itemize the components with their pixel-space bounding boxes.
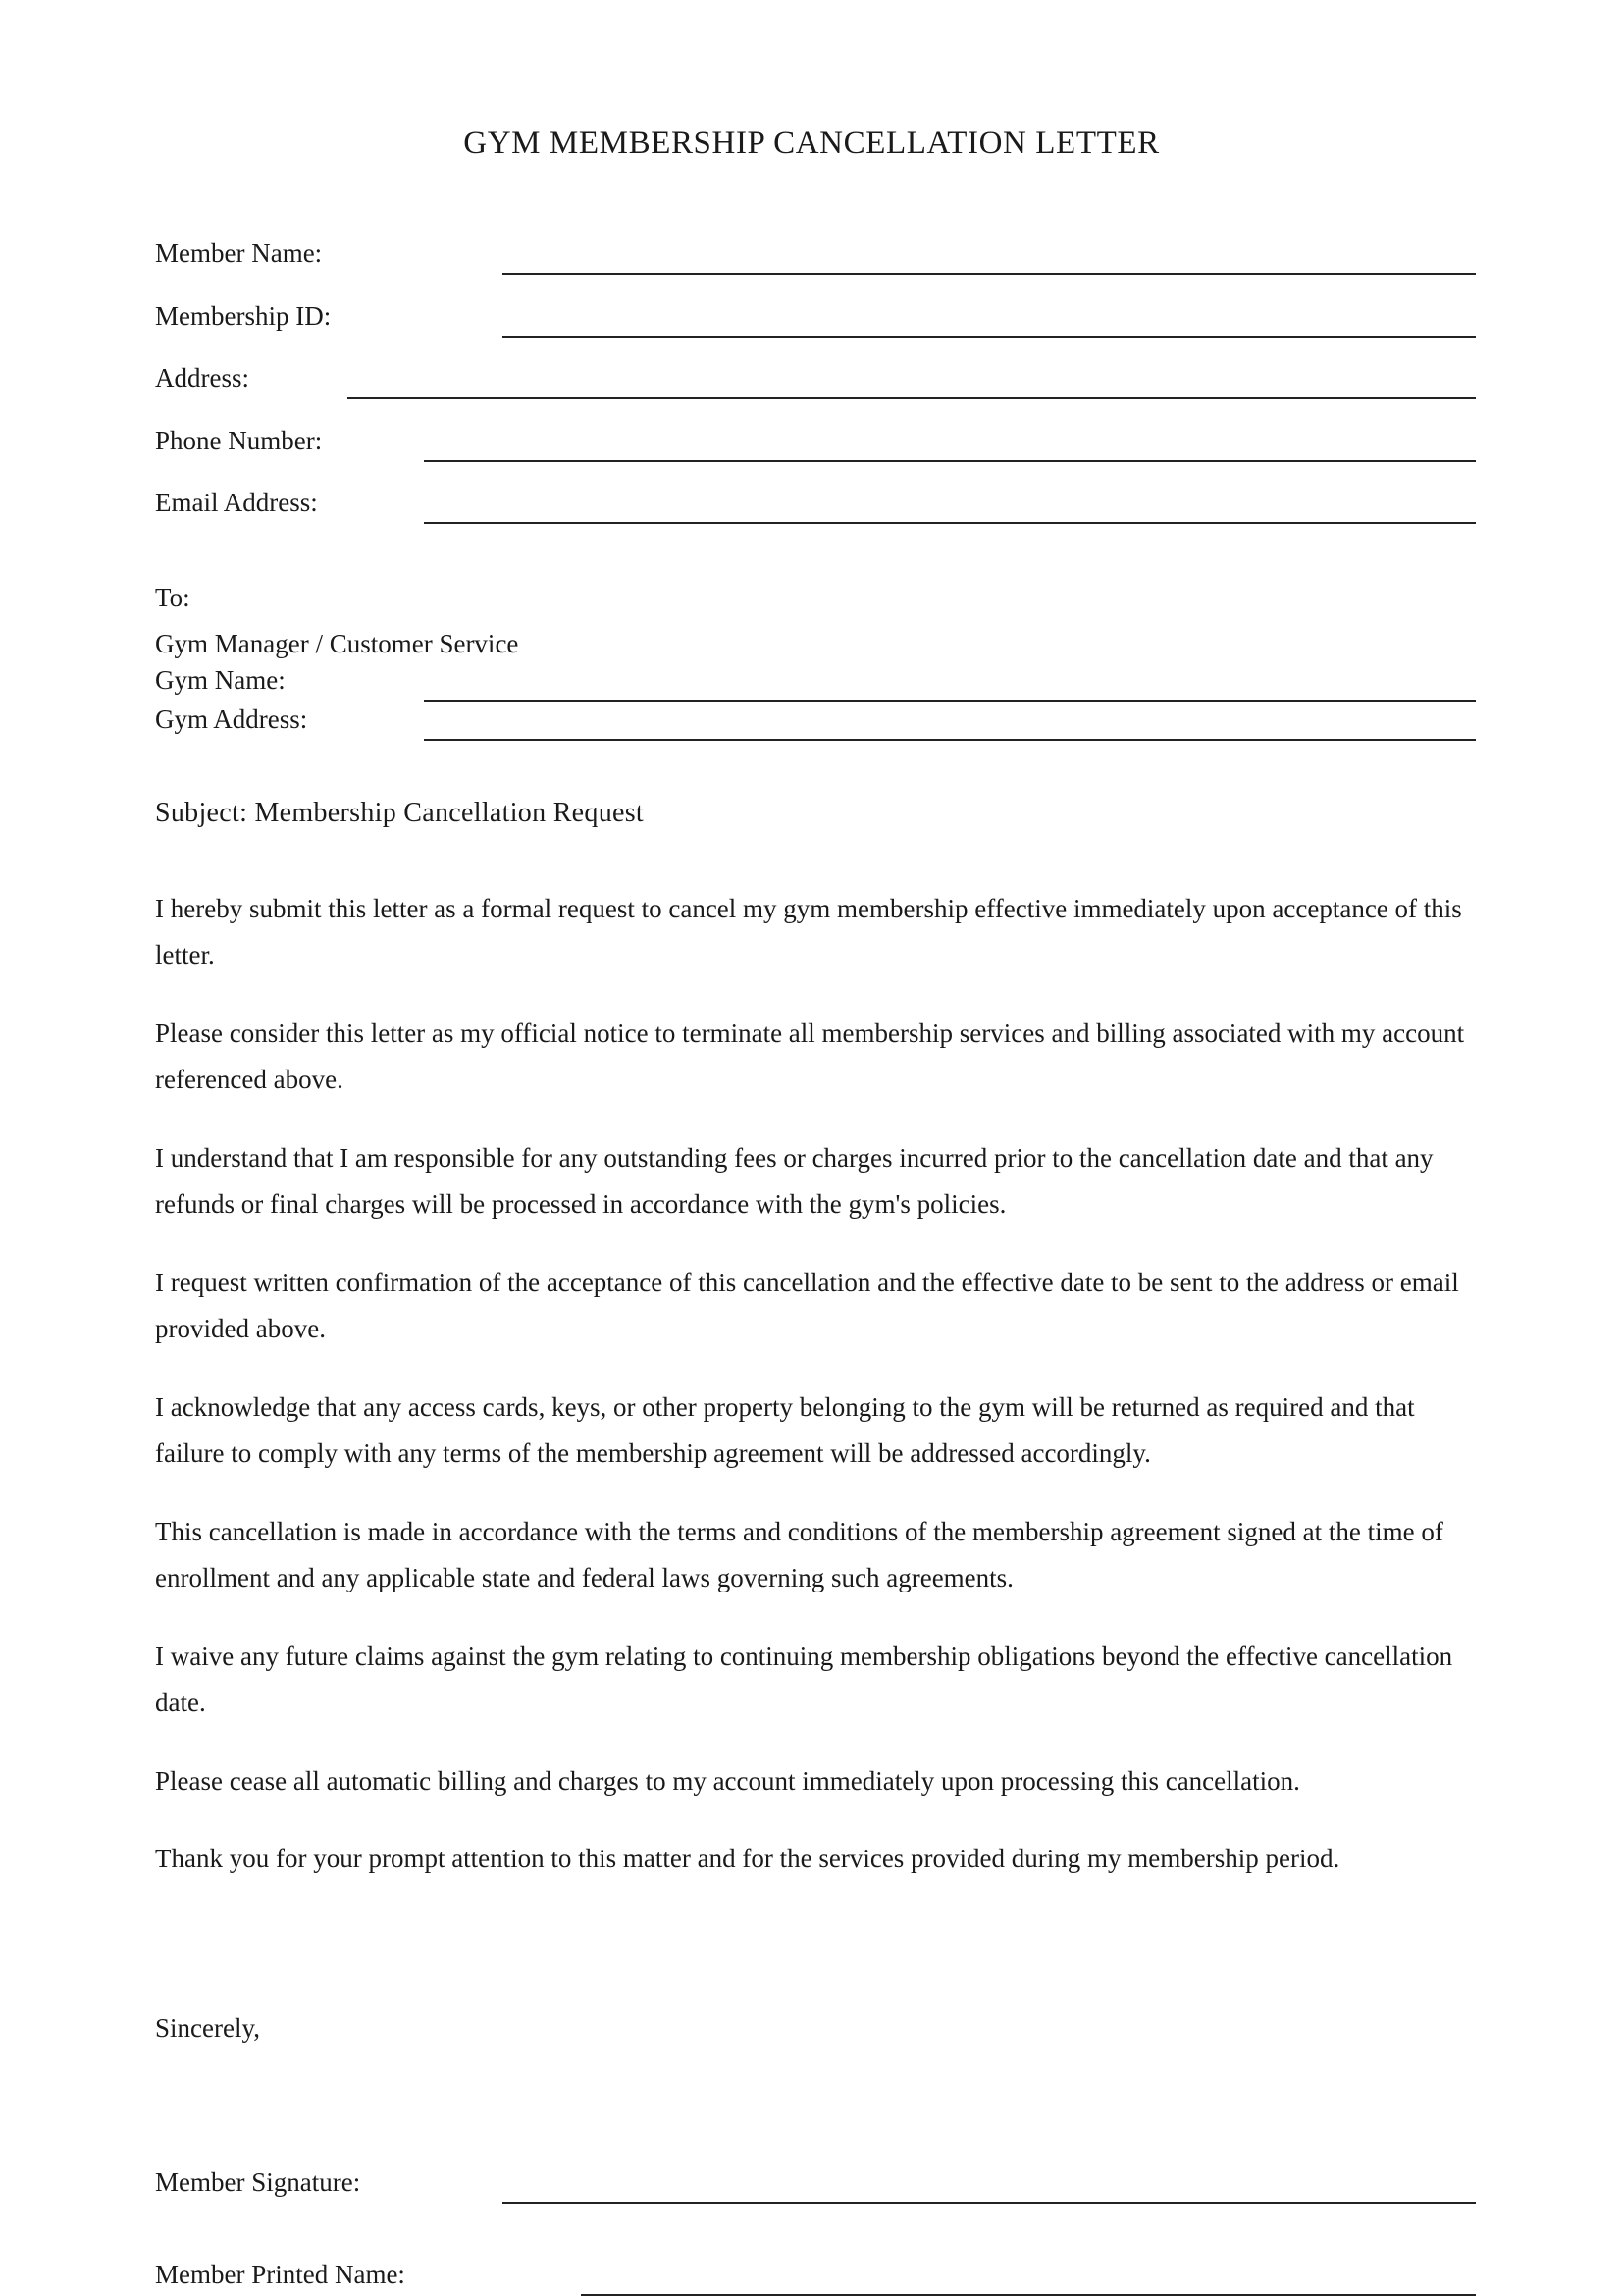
body-paragraph: I understand that I am responsible for any outstanding fees or charges incurred prior to the cancellation date and that any refunds or final charges will be processed in accordance with the gym's policies. [155, 1143, 1434, 1219]
address-label: Address: [155, 363, 249, 392]
email-address-label: Email Address: [155, 488, 318, 517]
membership-id-field[interactable] [155, 298, 1476, 338]
phone-number-label: Phone Number: [155, 426, 323, 455]
member-signature-line[interactable] [502, 2202, 1476, 2204]
member-name-label: Member Name: [155, 238, 323, 268]
to-label: To: [155, 583, 190, 612]
email-address-line[interactable] [424, 522, 1476, 524]
phone-number-field[interactable] [155, 423, 1476, 462]
body-paragraph: Please consider this letter as my official notice to terminate all membership services and billing associated with my account referenced above. [155, 1018, 1465, 1094]
closing: Sincerely, [155, 2013, 260, 2043]
body-paragraph: I request written confirmation of the acceptance of this cancellation and the effective date to be sent to the address or email provided above. [155, 1268, 1459, 1343]
gym-address-label: Gym Address: [155, 704, 308, 734]
member-printed-name-label: Member Printed Name: [155, 2260, 405, 2289]
body-paragraph: I hereby submit this letter as a formal request to cancel my gym membership effective immediately upon acceptance of this letter. [155, 894, 1462, 969]
body-paragraph: I acknowledge that any access cards, keys, or other property belonging to the gym will be returned as required and that failure to comply with any terms of the membership agreement will be addressed accordingly. [155, 1392, 1415, 1468]
body-paragraph: Thank you for your prompt attention to this matter and for the services provided during my membership period. [155, 1844, 1340, 1873]
member-signature-label: Member Signature: [155, 2167, 361, 2197]
member-name-field[interactable] [155, 235, 1476, 275]
page-title: GYM MEMBERSHIP CANCELLATION LETTER [463, 126, 1160, 161]
recipient-attention: Gym Manager / Customer Service [155, 629, 519, 658]
body-paragraph: Please cease all automatic billing and charges to my account immediately upon processing this cancellation. [155, 1766, 1300, 1796]
membership-id-line[interactable] [502, 336, 1476, 338]
gym-address-line[interactable] [424, 739, 1476, 741]
gym-address-field[interactable] [155, 702, 1476, 741]
body-paragraph: This cancellation is made in accordance with the terms and conditions of the membership agreement signed at the time of enrollment and any applicable state and federal laws governing such agreements. [155, 1517, 1443, 1592]
subject-line: Subject: Membership Cancellation Request [155, 798, 645, 828]
member-signature-field[interactable] [155, 2165, 1476, 2204]
membership-id-label: Membership ID: [155, 301, 332, 331]
member-name-line[interactable] [502, 273, 1476, 275]
address-field[interactable] [155, 360, 1476, 399]
email-address-field[interactable] [155, 485, 1476, 524]
gym-name-label: Gym Name: [155, 665, 286, 695]
member-printed-name-field[interactable] [155, 2257, 1476, 2296]
phone-number-line[interactable] [424, 460, 1476, 462]
body-paragraph: I waive any future claims against the gym relating to continuing membership obligations beyond the effective cancellation date. [155, 1642, 1453, 1717]
gym-name-field[interactable] [155, 662, 1476, 702]
address-line[interactable] [347, 397, 1476, 399]
